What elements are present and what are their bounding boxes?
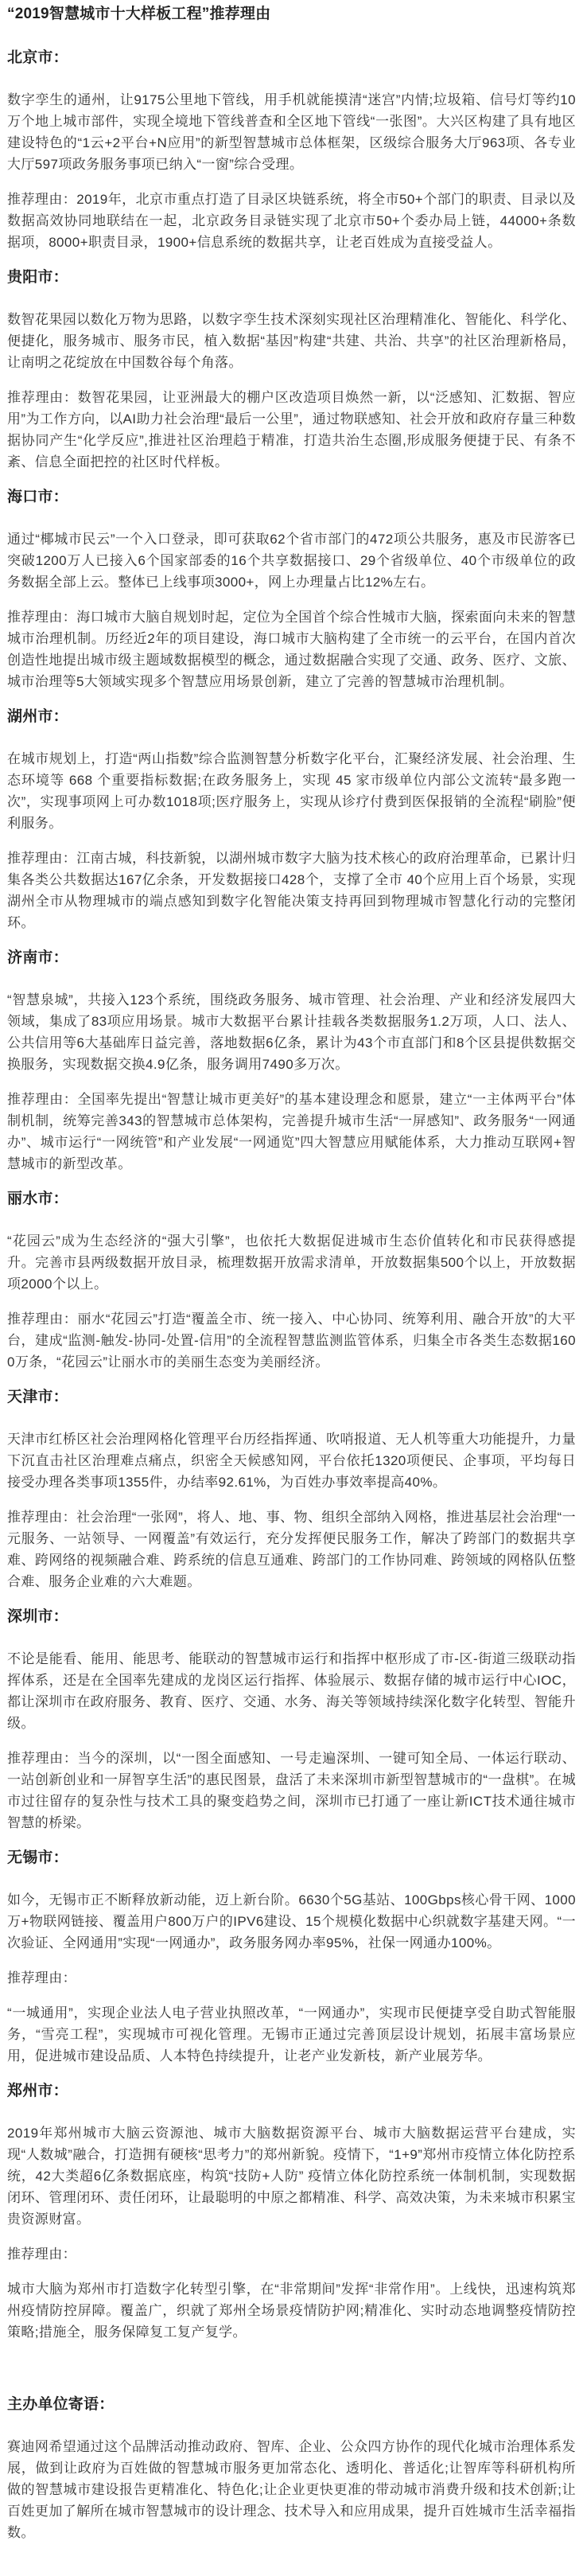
section-huzhou xyxy=(7,706,576,933)
city-reason-paragraph: 推荐理由：江南古城，科技新貌，以湖州城市数字大脑为技术核心的政府治理革命，已累计归集各类公共数据达167亿余条，开发数据接口428个，支撑了全市 40个应用上百个场景，实现湖州全市从物理城市的端点感知到数字化智能决策支持再回到物理城市智慧化行动的完整闭环。 xyxy=(7,851,576,930)
city-heading-haikou: 海口市： xyxy=(7,489,68,505)
section-wuxi xyxy=(7,1847,576,2067)
city-reason-paragraph: 推荐理由：社会治理“一张网”，将人、地、事、物、组织全部纳入网格，推进基层社会治理“一元服务、一站领导、一网覆盖”有效运行，充分发挥便民服务工作，解决了跨部门的数据共享难、跨网络的视频融合难、跨系统的信息互通难、跨部门的工作协同难、跨领域的网格队伍整合难、服务企业难的六大难题。 xyxy=(7,1510,576,1589)
city-heading-shenzhen: 深圳市： xyxy=(7,1608,68,1625)
section-lishui xyxy=(7,1188,576,1373)
city-heading-zhengzhou: 郑州市： xyxy=(7,2083,68,2099)
section-tianjin xyxy=(7,1386,576,1592)
city-intro-paragraph: “智慧泉城”，共接入123个系统，围绕政务服务、城市管理、社会治理、产业和经济发展四大领域，集成了83项应用场景。城市大数据平台累计挂载各类数据服务1.2万项，人口、法人、公共信用等6大基础库日益完善，落地数据6亿条，累计为43个市直部门和8个区县提供数据交换服务，实现数据交换4.9亿条，服务调用7490多万次。 xyxy=(7,992,576,1072)
city-intro-paragraph: 天津市红桥区社会治理网格化管理平台历经指挥通、吹哨报道、无人机等重大功能提升，力量下沉直击社区治理难点痛点，织密全天候感知网，平台依托1320项便民、企事项，平均每日接受办理各类事项1355件，办结率92.61%，为百姓办事效率提高40%。 xyxy=(7,1432,576,1490)
city-intro-paragraph: 如今，无锡市正不断释放新动能，迈上新台阶。6630个5G基站、100Gbps核心骨干网、1000万+物联网链接、覆盖用户800万户的IPV6建设、15个规模化数据中心织就数字基建天网。“一次验证、全网通用”实现“一网通办”，政务服务网办率95%，社保一网通办100%。 xyxy=(7,1892,576,1951)
city-intro-paragraph: 在城市规划上，打造“两山指数”综合监测智慧分析数字化平台，汇聚经济发展、社会治理、生态环境等 668 个重要指标数据;在政务服务上，实现 45 家市级单位内部公文流转“最多跑一次”，实现事项网上可办数1018项;医疗服务上，实现从诊疗付费到医保报销的全流程“刷脸”便利服务。 xyxy=(7,751,576,831)
city-reason-paragraph: 推荐理由：海口城市大脑自规划时起，定位为全国首个综合性城市大脑，探索面向未来的智慧城市治理机制。历经近2年的项目建设，海口城市大脑构建了全市统一的云平台，在国内首次创造性地提出城市级主题域数据模型的概念，通过数据融合实现了交通、政务、医疗、文旅、城市治理等5大领域实现多个智慧应用场景创新，建立了完善的智慧城市治理机制。 xyxy=(7,610,576,689)
city-reason-paragraph: 城市大脑为郑州市打造数字化转型引擎，在“非常期间”发挥“非常作用”。上线快，迅速构筑郑州疫情防控屏障。覆盖广，织就了郑州全场景疫情防护网;精准化、实时动态地调整疫情防控策略;措施全，服务保障复工复产复学。 xyxy=(7,2282,576,2340)
section-shenzhen xyxy=(7,1606,576,1834)
section-jinan xyxy=(7,947,576,1175)
city-intro-paragraph: 2019年郑州城市大脑云资源池、城市大脑数据资源平台、城市大脑数据运营平台建成，实现“人数城”融合，打造拥有硬核“思考力”的郑州新貌。疫情下，“1+9”郑州市疫情立体化防控系统，42大类超6亿条数据底座，构筑“技防+人防” 疫情立体化防控系统一体制机制，实现数据闭环、管理闭环、责任闭环，让最聪明的中原之都精准、科学、高效决策，为未来城市积累宝贵资源财富。 xyxy=(7,2126,576,2227)
city-intro-paragraph: 通过“椰城市民云”一个入口登录，即可获取62个省市部门的472项公共服务，惠及市民游客已突破1200万人已接入6个国家部委的16个共享数据接口、29个省级单位、40个市级单位的政务数据全部上云。整体已上线事项3000+，网上办理量占比12%左右。 xyxy=(7,532,576,590)
city-reason-paragraph: “一城通用”，实现企业法人电子营业执照改革，“一网通办”，实现市民便捷享受自助式智能服务，“雪亮工程”，实现城市可视化管理。无锡市正通过完善顶层设计规划，拓展丰富场景应用，促进城市建设品质、人本特色持续提升，让老产业发新枝，新产业展芳华。 xyxy=(7,2005,576,2064)
city-heading-wuxi: 无锡市： xyxy=(7,1849,68,1866)
city-reason-paragraph: 推荐理由：数智花果园，让亚洲最大的棚户区改造项目焕然一新，以“泛感知、汇数据、智应用”为工作方向，以AI助力社会治理“最后一公里”，通过物联感知、社会开放和政府存量三种数据协同产生“化学反应”,推进社区治理趋于精准，打造共治生态圈,形成服务便捷于民、有条不紊、信息全面把控的社区时代样板。 xyxy=(7,390,576,470)
page-title: “2019智慧城市十大样板工程”推荐理由 xyxy=(7,6,271,22)
city-reason-paragraph: 推荐理由：全国率先提出“智慧让城市更美好”的基本建设理念和愿景，建立“一主体两平台”体制机制，统筹完善343的智慧城市总体架构，完善提升城市生活“一屏感知”、政务服务“一网通办”、城市运行“一网统管”和产业发展“一网通览”四大智慧应用赋能体系，大力推动互联网+智慧城市的新型改革。 xyxy=(7,1092,576,1171)
city-heading-guiyang: 贵阳市： xyxy=(7,269,68,286)
section-beijing xyxy=(7,47,576,253)
reason-label-paragraph: 推荐理由： xyxy=(7,2247,76,2262)
organizer-message-heading: 主办单位寄语： xyxy=(7,2396,115,2413)
city-intro-paragraph: “花园云”成为生态经济的“强大引擎”，也依托大数据促进城市生态价值转化和市民获得感提升。完善市县两级数据开放目录，梳理数据开放需求清单，开放数据集500个以上，开放数据项2000个以上。 xyxy=(7,1233,576,1292)
section-zhengzhou xyxy=(7,2080,576,2343)
city-heading-huzhou: 湖州市： xyxy=(7,708,68,725)
city-heading-jinan: 济南市： xyxy=(7,949,68,966)
city-heading-lishui: 丽水市： xyxy=(7,1191,68,1207)
city-reason-paragraph: 推荐理由：丽水“花园云”打造“覆盖全市、统一接入、中心协同、统筹利用、融合开放”的大平台，建成“监测-触发-协同-处置-信用”的全流程智慧监测监管体系，归集全市各类生态数据1600万条，“花园云”让丽水市的美丽生态变为美丽经济。 xyxy=(7,1311,576,1370)
city-intro-paragraph: 不论是能看、能用、能思考、能联动的智慧城市运行和指挥中枢形成了市-区-街道三级联动指挥体系，还是在全国率先建成的龙岗区运行指挥、体验展示、数据存储的城市运行中心IOC，都让深圳市在政府服务、教育、医疗、交通、水务、海关等领域持续深化数字化转型、智能升级。 xyxy=(7,1651,576,1731)
city-intro-paragraph: 数字孪生的通州，让9175公里地下管线，用手机就能摸清“迷宫”内情;垃圾箱、信号灯等约10万个地上城市部件，实现全境地下管线普查和全区地下管线“一张图”。大兴区构建了具有地区建设特色的“1云+2平台+N应用”的新型智慧城市总体框架，区级综合服务大厅963项、各专业大厅597项政务服务事项已纳入“一窗”综合受理。 xyxy=(7,92,576,172)
organizer-message-paragraph: 赛迪网希望通过这个品牌活动推动政府、智库、企业、公众四方协作的现代化城市治理体系发展，做到让政府为百姓做的智慧城市服务更加常态化、透明化、普适化;让智库等科研机构所做的智慧城市建设报告更精准化、特色化;让企业更快更准的带动城市消费升级和技术创新;让百姓更加了解所在城市智慧城市的设计理念、技术导入和应用成果，提升百姓城市生活幸福指数。 xyxy=(7,2439,576,2540)
city-intro-paragraph: 数智花果园以数化万物为思路，以数字孪生技术深刻实现社区治理精准化、智能化、科学化、便捷化，服务城市、服务市民，植入数据“基因”构建“共建、共治、共享”的社区治理新格局，让南明之花绽放在中国数谷每个角落。 xyxy=(7,312,576,370)
reason-label-paragraph: 推荐理由： xyxy=(7,1970,76,1986)
section-organizer-message xyxy=(7,2394,576,2543)
city-reason-paragraph: 推荐理由：2019年，北京市重点打造了目录区块链系统，将全市50+个部门的职责、目录以及数据高效协同地联结在一起，北京政务目录链实现了北京市50+个委办局上链，44000+条数据项，8000+职责目录，1900+信息系统的数据共享，让老百姓成为直接受益人。 xyxy=(7,192,576,250)
section-guiyang xyxy=(7,267,576,473)
city-heading-tianjin: 天津市： xyxy=(7,1389,68,1405)
city-reason-paragraph: 推荐理由：当今的深圳，以“一图全面感知、一号走遍深圳、一键可知全局、一体运行联动、一站创新创业和一屏智享生活”的惠民图景，盘活了未来深圳市新型智慧城市的“一盘棋”。在城市过往留存的复杂性与技术工具的聚变趋势之间，深圳市已打通了一座让新ICT技术通往城市智慧的桥梁。 xyxy=(7,1751,576,1830)
city-heading-beijing: 北京市： xyxy=(7,49,68,66)
section-haikou xyxy=(7,486,576,692)
